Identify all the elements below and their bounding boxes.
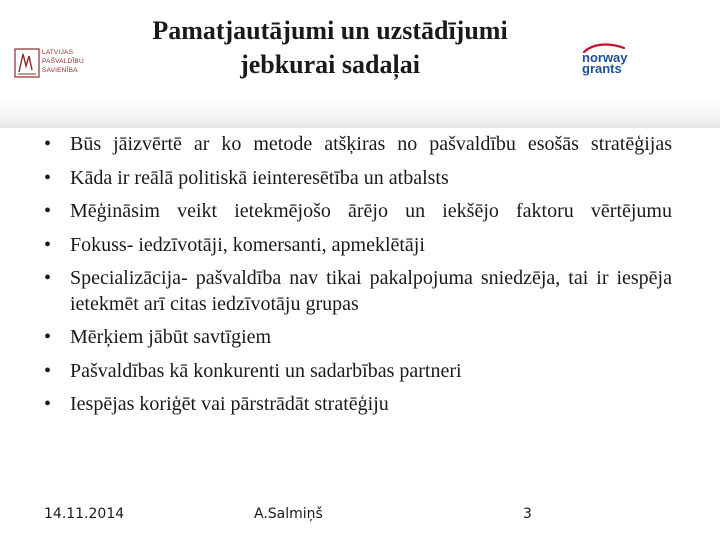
footer-author: A.Salmiņš — [254, 506, 323, 522]
lps-logo-line: PAŠVALDĪBU — [42, 58, 84, 65]
bullet-item: • Kāda ir reālā politiskā ieinteresētība un atbalsts — [44, 166, 672, 192]
slide-title: Pamatjautājumi un uzstādījumi jebkurai sadaļai — [152, 16, 508, 79]
lps-logo-text — [42, 48, 106, 75]
slide-header — [0, 0, 720, 128]
bullet-item: • Specializācija- pašvaldība nav tikai pakalpojuma sniedzēja, tai ir iespēja ietekmēt arī citas iedzīvotāju grupas — [44, 266, 672, 317]
lps-logo-icon — [14, 48, 40, 78]
lps-logo — [14, 48, 106, 78]
bullet-item: • Iespējas koriģēt vai pārstrādāt stratēģiju — [44, 392, 672, 418]
bullet-item: • Būs jāizvērtē ar ko metode atšķiras no pašvaldību esošās stratēģijas — [44, 132, 672, 158]
norway-grants-logo-text — [582, 52, 628, 74]
footer-date: 14.11.2014 — [44, 506, 125, 522]
lps-logo-line: LATVIJAS — [42, 49, 74, 56]
norway-grants-logo-line: grants — [582, 61, 622, 76]
lps-logo-line: SAVIENĪBA — [42, 67, 78, 74]
norway-grants-logo-line: norway — [582, 50, 628, 65]
bullet-item: • Mēģināsim veikt ietekmējošo ārējo un iekšējo faktoru vērtējumu — [44, 199, 672, 225]
bullet-item: • Fokuss- iedzīvotāji, komersanti, apmeklētāji — [44, 233, 672, 259]
footer-page-number: 3 — [523, 506, 532, 522]
bullet-list — [44, 132, 672, 426]
bullet-item: • Mērķiem jābūt savtīgiem — [44, 325, 672, 351]
norway-grants-logo — [578, 42, 638, 78]
bullet-item: • Pašvaldības kā konkurenti un sadarbības partneri — [44, 359, 672, 385]
